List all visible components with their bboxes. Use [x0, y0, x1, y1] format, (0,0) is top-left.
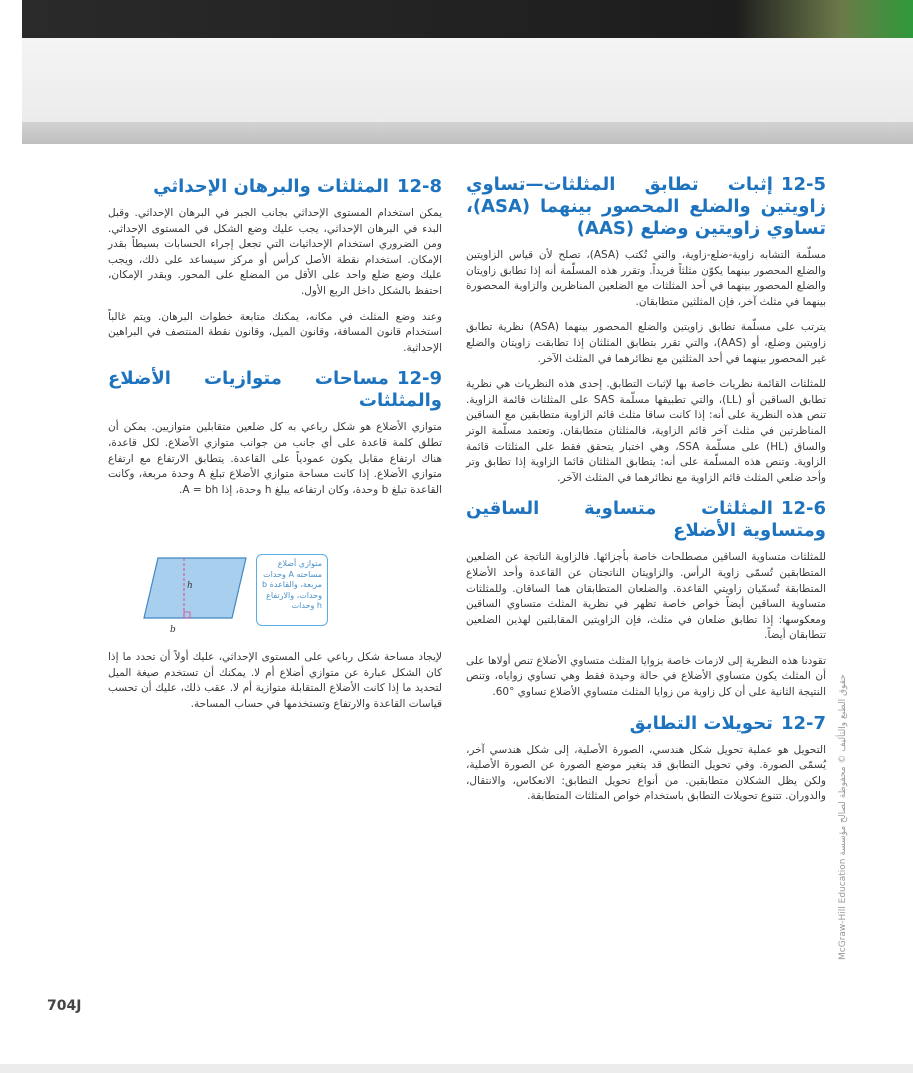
- page-number: 704J: [47, 998, 82, 1014]
- section-12-7-heading: 12-7تحويلات التطابق: [629, 712, 826, 734]
- section-12-6-heading: 12-6المثلثات متساوية الساقين ومتساوية الأضلاع: [466, 498, 826, 542]
- section-12-9-para-2: لإيجاد مساحة شكل رباعي على المستوى الإحداثي، عليك أولاً أن تحدد ما إذا كان الشكل عبارة عن متوازي أضلاع أم لا. يمكنك أن تستخدم صيغة الميل لتحديد ما إذا كانت الأضلاع المتقابلة متوازية أم لا. عقب ذلك، عليك أن تحسب قياسات القاعدة والارتفاع وتستخدمها في حساب المساحة.: [108, 651, 442, 710]
- section-12-8-para-1: يمكن استخدام المستوى الإحداثي بجانب الجبر في البرهان الإحداثي. وقبل البدء في البرهان الإحداثي، يجب عليك وضع الشكل في المستوى الإحداثي. ومن الضروري استخدام الإحداثيات التي تجعل إجراء الحسابات بسيطاً بقدر الإمكان. استخدام نقطة الأصل كرأس أو مركز سيساعد على ذلك، ويجب عليك وضع ضلع واحد على الأقل من المضلع على المحور. وبقدر الإمكان، احتفظ بالشكل داخل الربع الأول.: [108, 207, 442, 297]
- header-fade: [22, 38, 913, 122]
- base-label: b: [170, 625, 176, 635]
- parallelogram-shape: [144, 558, 246, 618]
- copyright-vertical: McGraw-Hill Education حقوق الطبع والتأليف © محفوظة لصالح مؤسسة: [838, 674, 848, 960]
- section-12-8-para-2: وعند وضع المثلث في مكانه، يمكنك متابعة خطوات البرهان. ويتم غالباً استخدام قانون المسافة، وقانون الميل، وقانون نقطة المنتصف في البراهين الإحداثية.: [108, 310, 442, 354]
- section-12-6-para-1: للمثلثات متساوية الساقين مصطلحات خاصة بأجزائها. فالزاوية الناتجة عن الضلعين المتطابقين تُسمّى زاوية الرأس. والزاويتان الناتجتان عن القاعدة وأحد الأضلاع المتطابقة تُسمّيان زاويتي القاعدة. والضلعان المتطابقان هما الساقان. وللمثلثات متساوية الساقين أيضاً خواص خاصة تظهر في نظرية المثلث متساوي الساقين ومعكوسها: إذا تطابق ضلعان في مثلث، فإن الزاويتين المقابلتين لهذين الضلعين تتطابقان أيضاً.: [466, 551, 826, 642]
- section-12-5-heading: 12-5إثبات تطابق المثلثات—تساوي زاويتين والضلع المحصور بينهما (ASA)، تساوي زاويتين وضلع (AAS): [466, 174, 826, 239]
- left-column: [108, 176, 442, 508]
- section-12-7-para-1: التحويل هو عملية تحويل شكل هندسي، الصورة الأصلية، إلى شكل هندسي آخر، يُسمّى الصورة. وفي تحويل التطابق قد يتغير موضع الصورة عن الصورة الأصلية، ولكن يظل الشكلان متطابقين. من أنواع تحويل التطابق: الانعكاس، والانتقال، والدوران. تتنوع تحويلات التطابق باستخدام خواص المثلثات المتطابقة.: [466, 743, 826, 803]
- right-column: [466, 174, 826, 815]
- header-strip: [22, 122, 913, 144]
- section-12-6-para-2: تقودنا هذه النظرية إلى لازمات خاصة بزوايا المثلث متساوي الأضلاع تنص أولاها على أن المثلث يكون متساوي الأضلاع في حالة وحيدة فقط وهي تساوي زواياه، وتنص النتيجة الثانية على أن كل زاوية من زوايا المثلث متساوي الأضلاع تساوي °60.: [466, 654, 826, 699]
- left-column-bottom: [108, 650, 442, 722]
- section-12-5-para-1: مسلّمة التشابه زاوية-ضلع-زاوية، والتي تُكتب (ASA)، تصلح لأن قياس الزاويتين والضلع المحصور بينهما يكوّن مثلثاً فريداً. وتقرر هذه المسلّمة أنه إذا تطابق زاويتان والضلع المحصور بينهما في أحد المثلثات مع الضلعين المناظرين والزاوية المحصورة بينهما في مثلث آخر، فإن المثلثين متطابقان.: [466, 249, 826, 308]
- height-label: h: [187, 581, 193, 591]
- page-bottom-edge: [0, 1064, 913, 1073]
- figure-caption-box: [256, 554, 328, 626]
- section-12-9-heading: 12-9مساحات متوازيات الأضلاع والمثلثات: [108, 368, 442, 412]
- section-12-5-para-3: للمثلثات القائمة نظريات خاصة بها لإثبات التطابق. إحدى هذه النظريات هي نظرية تطابق الساقين أو (LL)، والتي تطبيقها مسلّمة SAS على المثلثات قائمة الزاوية. تنص هذه النظرية على أنه: إذا كانت ساقا مثلث قائم الزاوية متطابقين مع الساقين المناظرتين في مثلث آخر قائم الزاوية، فالمثلثان متطابقان. وتعتمد مسلّمة الوتر والساق (HL) على مسلّمة SSA، وهي اختبار يتحقق فقط على المثلثات قائمة الزاوية. وتنص هذه المسلّمة على أنه: يتطابق المثلثان قائما الزاوية إذا تطابق وتر وأحد ضلعي المثلث قائم الزاوية مع نظائرهما في المثلث الآخر.: [466, 378, 826, 484]
- figure-caption: متوازي أضلاع مساحته A وحدات مربعة، والقاعدة b وحدات، والارتفاع h وحدات: [262, 559, 322, 610]
- top-banner: [22, 0, 913, 38]
- section-12-9-para-1: متوازي الأضلاع هو شكل رباعي به كل ضلعين متقابلين متوازيين. يمكن أن تطلق كلمة قاعدة على أي جانب من جوانب متوازي الأضلاع. لكل قاعدة، هناك ارتفاع مقابل يكون عمودياً على القاعدة. يتطابق الارتفاع مع ارتفاع متوازي الأضلاع. إذا كانت مساحة متوازي الأضلاع تبلغ A وحدة مربعة، وكانت القاعدة تبلغ b وحدة، وكان ارتفاعه يبلغ h وحدة، إذا A = bh.: [108, 421, 442, 496]
- parallelogram-figure: [136, 552, 256, 642]
- section-12-5-para-2: يترتب على مسلّمة تطابق زاويتين والضلع المحصور بينهما (ASA) نظرية تطابق زاويتين وضلع، أو (AAS)، والتي تقرر بتطابق المثلثان إذا تطابقت زاويتان والضلع غير المحصور بينهما في أحد المثلثين مع نظائرهما في المثلث الآخر.: [466, 321, 826, 365]
- section-12-8-heading: 12-8المثلثات والبرهان الإحداثي: [153, 176, 442, 197]
